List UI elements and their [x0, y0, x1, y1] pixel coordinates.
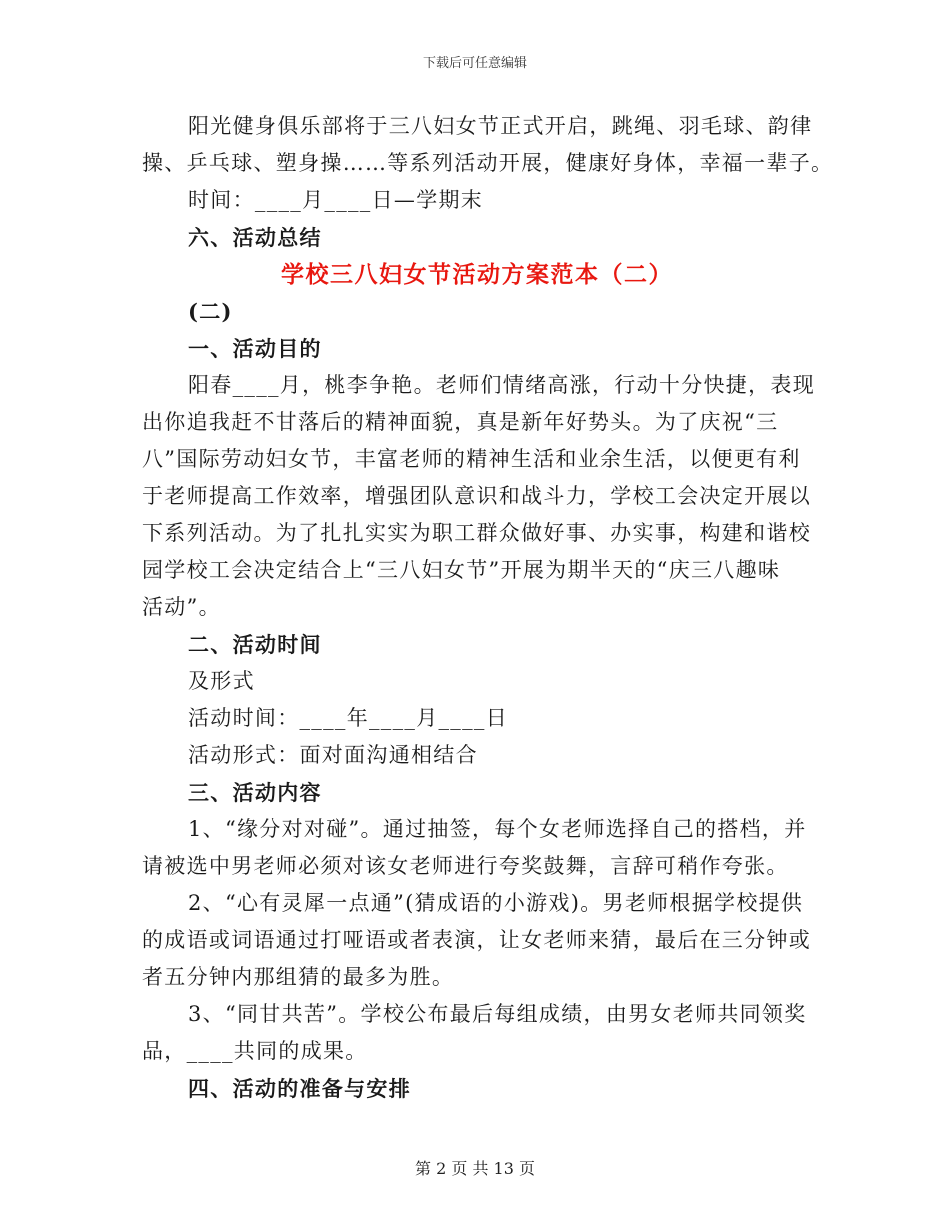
- page-number: 第 2 页 共 13 页: [415, 1159, 535, 1178]
- paragraph-line: 八”国际劳动妇女节，丰富老师的精神生活和业余生活，以便更有利: [142, 447, 801, 471]
- heading-time: 二、活动时间: [188, 632, 322, 657]
- paragraph-line: 出你追我赶不甘落后的精神面貌，真是新年好势头。为了庆祝“三: [142, 410, 779, 434]
- item3-line: 3、“同甘共苦”。学校公布最后每组成绩，由男女老师共同领奖: [188, 1002, 807, 1026]
- paragraph-line: 下系列活动。为了扎扎实实为职工群众做好事、办实事，构建和谐校: [142, 521, 811, 545]
- time-line: 时间：____月____日—学期末: [188, 188, 484, 212]
- activity-time: 活动时间：____年____月____日: [188, 706, 508, 730]
- paragraph-line: 园学校工会决定结合上“三八妇女节”开展为期半天的“庆三八趣味: [142, 558, 781, 582]
- item2-line: 2、“心有灵犀一点通”(猜成语的小游戏)。男老师根据学校提供: [188, 891, 804, 915]
- item2-line: 的成语或词语通过打哑语或者表演，让女老师来猜，最后在三分钟或: [142, 928, 811, 952]
- item1-line: 1、“缘分对对碰”。通过抽签，每个女老师选择自己的搭档，并: [188, 817, 807, 841]
- activity-form: 活动形式：面对面沟通相结合: [188, 743, 478, 767]
- paragraph-line: 操、乒乓球、塑身操……等系列活动开展，健康好身体，幸福一辈子。: [142, 151, 834, 175]
- item3-line: 品，____共同的成果。: [142, 1039, 368, 1063]
- heading-summary: 六、活动总结: [188, 225, 322, 250]
- paragraph-line: 阳春____月，桃李争艳。老师们情绪高涨，行动十分快捷，表现: [188, 373, 815, 397]
- subtitle: (二): [188, 299, 233, 324]
- paragraph-line: 阳光健身俱乐部将于三八妇女节正式开启，跳绳、羽毛球、韵律: [188, 114, 813, 138]
- heading-purpose: 一、活动目的: [188, 336, 322, 361]
- paragraph-line: 于老师提高工作效率，增强团队意识和战斗力，学校工会决定开展以: [142, 484, 811, 508]
- document-title: 学校三八妇女节活动方案范本（二）: [281, 261, 673, 288]
- document-body: [142, 108, 834, 1107]
- heading-content: 三、活动内容: [188, 780, 322, 805]
- item2-line: 者五分钟内那组猜的最多为胜。: [142, 965, 455, 989]
- item1-line: 请被选中男老师必须对该女老师进行夸奖鼓舞，言辞可稍作夸张。: [142, 854, 789, 878]
- paragraph-line: 活动”。: [142, 595, 221, 619]
- form-label: 及形式: [188, 669, 255, 693]
- heading-preparation: 四、活动的准备与安排: [188, 1076, 411, 1101]
- header-note: 下载后可任意编辑: [422, 56, 527, 71]
